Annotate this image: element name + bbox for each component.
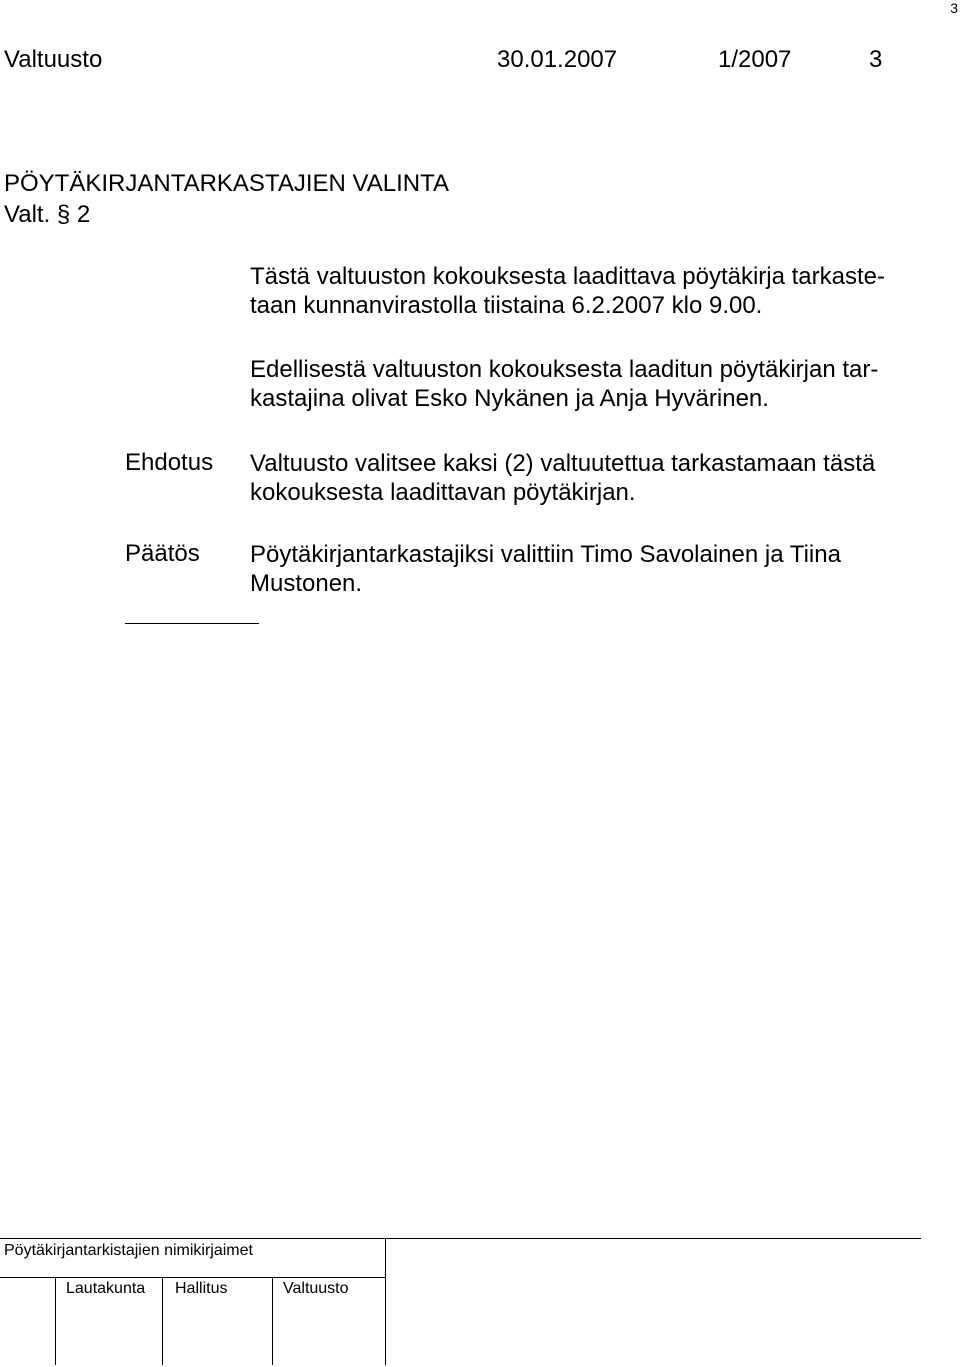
signature-column-lautakunta: Lautakunta [66, 1280, 146, 1297]
proposal-label: Ehdotus [125, 449, 214, 476]
paragraph-line: Mustonen. [250, 570, 363, 597]
section-end-rule [125, 623, 259, 624]
paragraph-line: Tästä valtuuston kokouksesta laadittava pöytäkirja tarkaste- [250, 263, 885, 290]
paragraph-line: taan kunnanvirastolla tiistaina 6.2.2007 klo 9.00. [250, 292, 763, 319]
signature-table-title: Pöytäkirjantarkistajien nimikirjaimet [4, 1242, 253, 1259]
header-page-number: 3 [869, 46, 883, 73]
decision-text [250, 540, 950, 598]
signature-column-valtuusto: Valtuusto [283, 1280, 349, 1297]
table-column-divider [162, 1277, 163, 1365]
table-column-divider [272, 1277, 273, 1365]
section-title: PÖYTÄKIRJANTARKASTAJIEN VALINTA [4, 170, 449, 197]
paragraph-line: kokouksesta laadittavan pöytäkirjan. [250, 479, 636, 506]
header-meeting-number: 1/2007 [718, 46, 792, 73]
paragraph-line: Pöytäkirjantarkastajiksi valittiin Timo Savolainen ja Tiina [250, 541, 841, 568]
signature-table [0, 1238, 921, 1365]
paragraph-line: kastajina olivat Esko Nykänen ja Anja Hyvärinen. [250, 385, 769, 412]
table-border-top [0, 1238, 921, 1239]
table-header-divider [0, 1277, 386, 1278]
decision-label: Päätös [125, 540, 200, 567]
signature-column-hallitus: Hallitus [175, 1280, 228, 1297]
paragraph-previous-inspectors [250, 355, 950, 413]
page-corner-number: 3 [950, 0, 958, 16]
section-reference: Valt. § 2 [4, 201, 91, 228]
header-body: Valtuusto [4, 46, 103, 73]
paragraph-line: Edellisestä valtuuston kokouksesta laaditun pöytäkirjan tar- [250, 356, 879, 383]
table-column-divider [55, 1277, 56, 1365]
paragraph-inspection-info [250, 262, 950, 320]
paragraph-line: Valtuusto valitsee kaksi (2) valtuutettua tarkastamaan tästä [250, 450, 876, 477]
table-border-right [385, 1238, 386, 1365]
proposal-text [250, 449, 950, 507]
header-date: 30.01.2007 [497, 46, 618, 73]
